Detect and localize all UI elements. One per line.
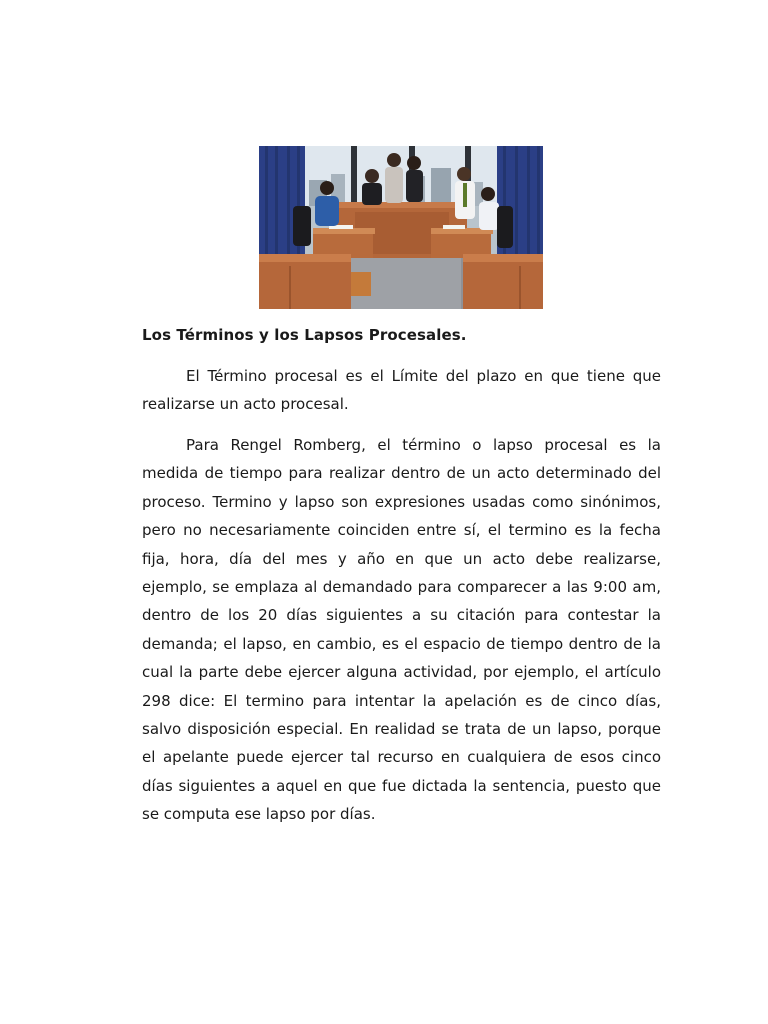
paragraph-definition: El Término procesal es el Límite del plazo en que tiene que realizarse un acto procesal.: [142, 367, 661, 414]
paragraph-rengel-romberg: Para Rengel Romberg, el término o lapso procesal es la medida de tiempo para realizar dentro de un acto determinado del proceso. Termino y lapso son expresiones usadas como sinónimos, pero no necesariamente coinciden entre sí, el termino es la fecha fija, hora, día del mes y año en que un acto debe realizarse, ejemplo, se emplaza al demandado para comparecer a las 9:00 am, dentro de los 20 días siguientes a su citación para contestar la demanda; el lapso, en cambio, es el espacio de tiempo dentro de la cual la parte debe ejercer alguna actividad, por ejemplo, el artículo 298 dice: El termino para intentar la apelación es de cinco días, salvo disposición especial. En realidad se trata de un lapso, porque el apelante puede ejercer tal recurso en cualquiera de esos cinco días siguientes a aquel en que fue dictada la sentencia, puesto que se computa ese lapso por días.: [142, 436, 661, 824]
section-heading: Los Términos y los Lapsos Procesales.: [142, 326, 467, 344]
courtroom-photo: [259, 146, 543, 309]
